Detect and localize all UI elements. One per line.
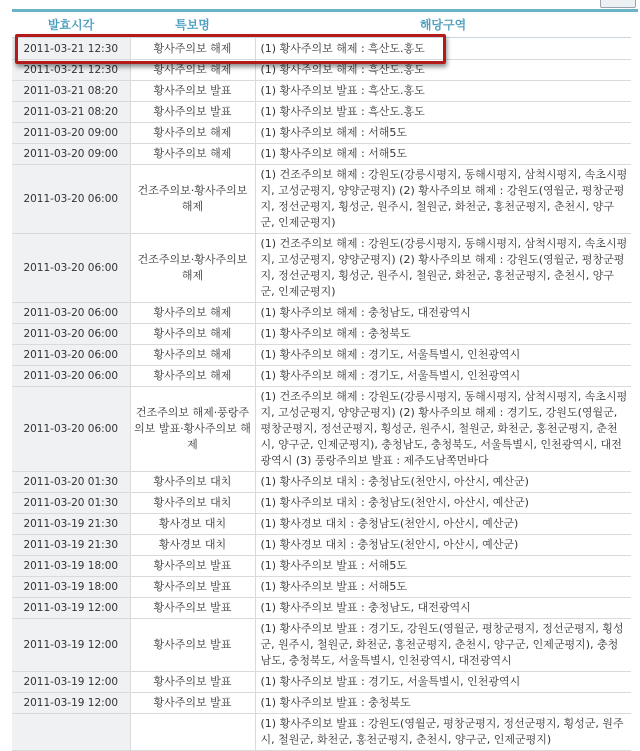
table-row [12, 493, 631, 514]
column-header-time: 발효시각 [12, 12, 130, 38]
cell-type: 황사주의보 발표 [130, 672, 255, 693]
cell-type: 황사주의보 발표 [130, 577, 255, 598]
table-row [12, 514, 631, 535]
cell-time: 2011-03-19 21:30 [12, 514, 130, 535]
cell-type: 황사주의보 해제 [130, 144, 255, 165]
cell-time: 2011-03-20 06:00 [12, 234, 130, 303]
cell-area: (1) 황사주의보 해제 : 흑산도.홍도 [255, 38, 631, 60]
cell-time: 2011-03-20 06:00 [12, 345, 130, 366]
cell-area: (1) 황사주의보 해제 : 충청남도, 대전광역시 [255, 303, 631, 324]
cell-time: 2011-03-19 12:00 [12, 693, 130, 714]
cell-area: (1) 황사주의보 발표 : 경기도, 서울특별시, 인천광역시 [255, 672, 631, 693]
cell-area: (1) 황사주의보 발표 : 경기도, 강원도(영월군, 평창군평지, 정선군평지, 횡성군, 원주시, 철원군, 화천군, 홍천군평지, 춘천시, 양구군, 인제군평지), 충청남도, 충청북도, 서울특별시, 인천광역시, 대전광역시 [255, 619, 631, 672]
table-row [12, 693, 631, 714]
cell-time: 2011-03-21 12:30 [12, 60, 130, 81]
cell-area: (1) 황사주의보 대치 : 충청남도(천안시, 아산시, 예산군) [255, 493, 631, 514]
cell-time: 2011-03-20 06:00 [12, 324, 130, 345]
cell-time: 2011-03-20 01:30 [12, 493, 130, 514]
table-row [12, 38, 631, 60]
table-row [12, 472, 631, 493]
cell-area: (1) 황사주의보 해제 : 흑산도.홍도 [255, 60, 631, 81]
cell-time: 2011-03-19 21:30 [12, 535, 130, 556]
cell-type: 황사주의보 발표 [130, 102, 255, 123]
table-row [12, 60, 631, 81]
cell-type: 황사주의보 해제 [130, 345, 255, 366]
cell-area: (1) 황사주의보 발표 : 충청북도 [255, 693, 631, 714]
table-row [12, 619, 631, 672]
cell-type: 황사주의보 발표 [130, 81, 255, 102]
cell-time: 2011-03-20 06:00 [12, 387, 130, 472]
cell-time: 2011-03-20 06:00 [12, 165, 130, 234]
top-right-button[interactable] [600, 0, 636, 8]
cell-type: 황사주의보 해제 [130, 123, 255, 144]
cell-area: (1) 황사주의보 해제 : 서해5도 [255, 144, 631, 165]
cell-area: (1) 황사경보 대치 : 충청남도(천안시, 아산시, 예산군) [255, 535, 631, 556]
cell-area: (1) 황사주의보 발표 : 충청남도, 대전광역시 [255, 598, 631, 619]
cell-type: 황사주의보 해제 [130, 324, 255, 345]
cell-time: 2011-03-20 01:30 [12, 472, 130, 493]
table-row [12, 123, 631, 144]
cell-time: 2011-03-20 06:00 [12, 366, 130, 387]
table-row [12, 102, 631, 123]
table-row [12, 303, 631, 324]
cell-area: (1) 건조주의보 해제 : 강원도(강릉시평지, 동해시평지, 삼척시평지, 속초시평지, 고성군평지, 양양군평지) (2) 황사주의보 해제 : 강원도(영월군, 평창군평지, 정선군평지, 횡성군, 원주시, 철원군, 화천군, 홍천군평지, 춘천시, 양구군, 인제군평지) [255, 234, 631, 303]
column-header-type: 특보명 [130, 12, 255, 38]
cell-time: 2011-03-19 12:00 [12, 619, 130, 672]
table-row [12, 366, 631, 387]
cell-type: 황사경보 대치 [130, 514, 255, 535]
table-row [12, 81, 631, 102]
cell-area: (1) 황사주의보 해제 : 충청북도 [255, 324, 631, 345]
table-row [12, 535, 631, 556]
cell-area: (1) 건조주의보 해제 : 강원도(강릉시평지, 동해시평지, 삼척시평지, 속초시평지, 고성군평지, 양양군평지) (2) 황사주의보 해제 : 경기도, 강원도(영월군, 평창군평지, 정선군평지, 횡성군, 원주시, 철원군, 화천군, 홍천군평지, 춘천시, 양구군, 인제군평지), 충청남도, 충청북도, 서울특별시, 인천광역시, 대전광역시 (3) 풍랑주의보 발표 : 제주도남쪽먼바다 [255, 387, 631, 472]
cell-time: 2011-03-19 18:00 [12, 556, 130, 577]
cell-area: (1) 건조주의보 해제 : 강원도(강릉시평지, 동해시평지, 삼척시평지, 속초시평지, 고성군평지, 양양군평지) (2) 황사주의보 해제 : 강원도(영월군, 평창군평지, 정선군평지, 횡성군, 원주시, 철원군, 화천군, 홍천군평지, 춘천시, 양구군, 인제군평지) [255, 165, 631, 234]
cell-area: (1) 황사주의보 발표 : 흑산도.홍도 [255, 81, 631, 102]
cell-area: (1) 황사주의보 해제 : 서해5도 [255, 123, 631, 144]
cell-time: 2011-03-19 12:00 [12, 598, 130, 619]
cell-time: 2011-03-20 09:00 [12, 144, 130, 165]
cell-area: (1) 황사주의보 발표 : 서해5도 [255, 556, 631, 577]
weather-warning-table [12, 12, 631, 751]
cell-time: 2011-03-21 12:30 [12, 38, 130, 60]
table-row [12, 345, 631, 366]
table-row [12, 324, 631, 345]
cell-type: 황사주의보 발표 [130, 693, 255, 714]
cell-time: 2011-03-20 09:00 [12, 123, 130, 144]
cell-time: 2011-03-20 06:00 [12, 303, 130, 324]
column-header-area: 해당구역 [255, 12, 631, 38]
cell-type: 황사주의보 대치 [130, 472, 255, 493]
cell-type: 황사주의보 발표 [130, 619, 255, 672]
table-row [12, 144, 631, 165]
table-row [12, 672, 631, 693]
cell-type [130, 714, 255, 751]
table-row [12, 387, 631, 472]
cell-time: 2011-03-21 08:20 [12, 81, 130, 102]
cell-type: 황사주의보 해제 [130, 303, 255, 324]
cell-type: 황사주의보 해제 [130, 38, 255, 60]
cell-time: 2011-03-19 18:00 [12, 577, 130, 598]
table-row [12, 577, 631, 598]
cell-time: 2011-03-21 08:20 [12, 102, 130, 123]
cell-type: 건조주의보 해제·풍랑주의보 발표·황사주의보 해제 [130, 387, 255, 472]
cell-time: 2011-03-19 12:00 [12, 672, 130, 693]
cell-type: 황사주의보 해제 [130, 366, 255, 387]
cell-type: 건조주의보·황사주의보 해제 [130, 165, 255, 234]
cell-type: 황사주의보 대치 [130, 493, 255, 514]
table-row [12, 234, 631, 303]
cell-type: 황사경보 대치 [130, 535, 255, 556]
cell-area: (1) 황사주의보 발표 : 강원도(영월군, 평창군평지, 정선군평지, 횡성군, 원주시, 철원군, 화천군, 홍천군평지, 춘천시, 양구군, 인제군평지) [255, 714, 631, 751]
cell-type: 건조주의보·황사주의보 해제 [130, 234, 255, 303]
cell-area: (1) 황사주의보 해제 : 경기도, 서울특별시, 인천광역시 [255, 345, 631, 366]
cell-type: 황사주의보 발표 [130, 556, 255, 577]
cell-area: (1) 황사주의보 발표 : 서해5도 [255, 577, 631, 598]
cell-time [12, 714, 130, 751]
cell-area: (1) 황사주의보 대치 : 충청남도(천안시, 아산시, 예산군) [255, 472, 631, 493]
cell-type: 황사주의보 해제 [130, 60, 255, 81]
table-body [12, 38, 631, 751]
cell-area: (1) 황사주의보 해제 : 경기도, 서울특별시, 인천광역시 [255, 366, 631, 387]
table-row [12, 714, 631, 751]
cell-area: (1) 황사경보 대치 : 충청남도(천안시, 아산시, 예산군) [255, 514, 631, 535]
table-row [12, 598, 631, 619]
cell-area: (1) 황사주의보 발표 : 흑산도.홍도 [255, 102, 631, 123]
table-header-row [12, 12, 631, 38]
table-row [12, 165, 631, 234]
cell-type: 황사주의보 발표 [130, 598, 255, 619]
table-row [12, 556, 631, 577]
